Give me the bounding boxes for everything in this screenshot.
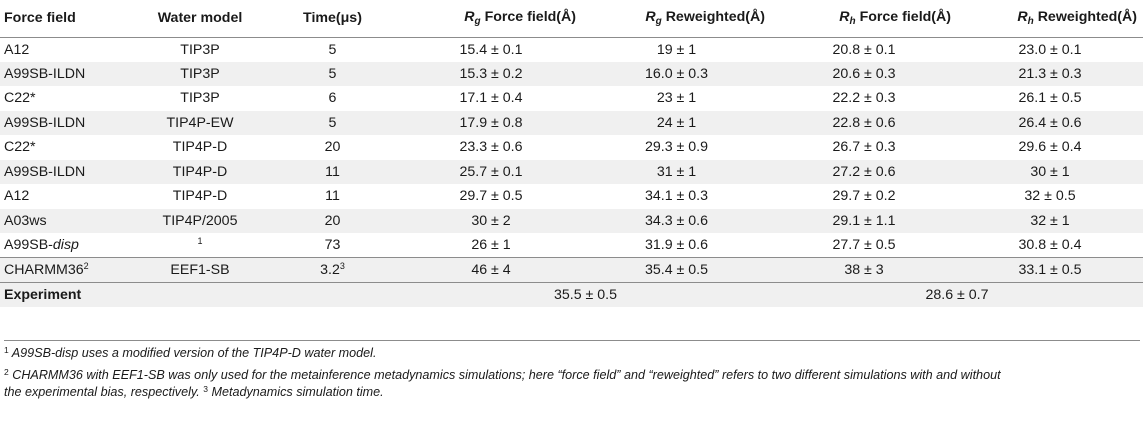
cell-rh-reweighted: 30.8 ± 0.4: [1018, 237, 1082, 253]
footnote-2-text-cont: the experimental bias, respectively.: [4, 385, 200, 399]
cell-rg-force-field: 23.3 ± 0.6: [459, 139, 523, 156]
time-value: 20: [324, 212, 341, 229]
cell-time: [265, 62, 400, 87]
time-footnote-mark: 3: [339, 260, 345, 271]
cell-time: [265, 160, 400, 185]
cell-rh-force-field: 29.7 ± 0.2: [832, 188, 896, 205]
cell-rh-reweighted: 26.4 ± 0.6: [1018, 114, 1082, 131]
force-field-name: A99SB-ILDN: [4, 114, 86, 131]
footnotes: [4, 340, 1140, 403]
force-field-name: A99SB-ILDN: [4, 163, 86, 180]
rg-ff-label: Force field(Å): [484, 9, 576, 26]
water-model-name: TIP3P: [180, 90, 220, 107]
cell-water-model: [135, 111, 265, 136]
rg-symbol: R: [645, 9, 656, 26]
cell-rg-reweighted: 29.3 ± 0.9: [644, 139, 708, 156]
rg-rw-label: Reweighted(Å): [665, 9, 765, 26]
cell-force-field: [0, 86, 135, 111]
cell-rh-force-field: 20.8 ± 0.1: [832, 41, 896, 58]
cell-force-field: [0, 233, 135, 258]
table-row: [0, 62, 1143, 87]
water-model-name: TIP4P-D: [172, 163, 228, 180]
rg-subscript: g: [655, 16, 662, 28]
cell-force-field: [0, 111, 135, 136]
cell-force-field: [0, 135, 135, 160]
table-row: [0, 86, 1143, 111]
cell-time: [265, 209, 400, 234]
footnote-2-text: CHARMM36 with EEF1-SB was only used for the metainference metadynamics simulations; here “force field” and “reweighted” refers to two different simulations with and without: [12, 367, 1001, 382]
cell-water-model: [135, 86, 265, 111]
cell-rh-force-field: 27.7 ± 0.5: [832, 237, 896, 253]
water-model-name: TIP4P-EW: [166, 114, 234, 131]
table-row: [0, 258, 1143, 283]
footnote-3-mark: 3: [203, 384, 208, 394]
table-row: [0, 160, 1143, 185]
cell-rg-force-field: 17.9 ± 0.8: [459, 114, 523, 131]
cell-rg-reweighted: 34.1 ± 0.3: [644, 188, 708, 205]
cell-rh-force-field: 22.8 ± 0.6: [832, 114, 896, 131]
force-field-italic: disp: [52, 237, 79, 253]
cell-rg-force-field: 30 ± 2: [471, 212, 511, 229]
table-row: [0, 209, 1143, 234]
rg-subscript: g: [474, 16, 481, 28]
header-rg-reweighted: [582, 0, 771, 37]
cell-force-field: [0, 37, 135, 62]
cell-rh-force-field: 26.7 ± 0.3: [832, 139, 896, 156]
cell-rg-reweighted: 31.9 ± 0.6: [644, 237, 708, 253]
force-field-name: A12: [4, 188, 30, 205]
cell-force-field: [0, 62, 135, 87]
experiment-row: [0, 282, 1143, 307]
cell-rg-force-field: 25.7 ± 0.1: [459, 163, 523, 180]
table-row: [0, 135, 1143, 160]
cell-rh-reweighted: 33.1 ± 0.5: [957, 258, 1143, 283]
header-rg-force-field: [400, 0, 582, 37]
cell-rg-reweighted: 24 ± 1: [656, 114, 697, 131]
experiment-rg-value: 35.5 ± 0.5: [400, 282, 771, 307]
footnote-1-mark: 1: [4, 345, 9, 355]
cell-force-field: [0, 184, 135, 209]
cell-water-model: [135, 233, 265, 258]
cell-water-model: [135, 258, 265, 283]
force-field-name: CHARMM36: [4, 261, 84, 278]
force-field-name: A12: [4, 41, 30, 58]
force-field-name: A99SB-: [4, 237, 53, 253]
cell-rh-reweighted: 29.6 ± 0.4: [1018, 139, 1082, 156]
rh-subscript: h: [849, 16, 856, 28]
time-value: 5: [328, 65, 337, 82]
time-value: 11: [325, 188, 340, 205]
table-body: [0, 37, 1143, 307]
rg-symbol: R: [464, 9, 475, 26]
footnote-3-text: Metadynamics simulation time.: [211, 385, 384, 399]
cell-rh-reweighted: 32 ± 1: [1030, 212, 1070, 229]
header-force-field: Force field: [0, 0, 135, 37]
cell-rh-force-field: 20.6 ± 0.3: [832, 65, 896, 82]
cell-rh-force-field: 22.2 ± 0.3: [832, 90, 896, 107]
cell-time: [265, 37, 400, 62]
cell-water-model: [135, 135, 265, 160]
water-model-footnote-mark: 1: [197, 236, 203, 246]
table-row: [0, 37, 1143, 62]
experiment-rh-value: 28.6 ± 0.7: [771, 282, 1143, 307]
cell-time: [265, 135, 400, 160]
rh-symbol: R: [839, 9, 850, 26]
cell-rh-force-field: 29.1 ± 1.1: [832, 212, 896, 229]
time-value: 5: [328, 114, 337, 131]
time-value: 20: [324, 139, 341, 156]
header-rh-force-field: [771, 0, 957, 37]
table-row: [0, 233, 1143, 258]
footnote-2-mark: 2: [4, 366, 9, 377]
time-value: 11: [325, 163, 340, 180]
cell-force-field: [0, 209, 135, 234]
cell-water-model: [135, 62, 265, 87]
cell-rh-reweighted: 32 ± 0.5: [1024, 188, 1076, 205]
experiment-label: Experiment: [0, 282, 400, 307]
time-value: 3.2: [320, 261, 340, 278]
footnote-2: [4, 367, 1140, 402]
cell-water-model: [135, 160, 265, 185]
force-field-name: C22*: [4, 139, 36, 156]
force-field-name: A03ws: [4, 212, 47, 229]
cell-time: [265, 86, 400, 111]
force-field-name: C22*: [4, 90, 36, 107]
header-row: [0, 0, 1143, 37]
cell-rh-reweighted: 23.0 ± 0.1: [1018, 41, 1082, 58]
rh-symbol: R: [1017, 9, 1028, 26]
footnote-1-text: A99SB-disp uses a modified version of the TIP4P-D water model.: [11, 346, 377, 360]
water-model-name: TIP4P-D: [172, 139, 228, 156]
cell-rg-force-field: 29.7 ± 0.5: [459, 188, 523, 205]
table-row: [0, 111, 1143, 136]
cell-rg-force-field: 26 ± 1: [471, 237, 511, 253]
cell-rg-reweighted: 34.3 ± 0.6: [644, 212, 708, 229]
cell-rg-force-field: 15.3 ± 0.2: [459, 65, 523, 82]
time-value: 5: [328, 41, 337, 58]
cell-rg-reweighted: 19 ± 1: [656, 41, 697, 58]
cell-rh-reweighted: 26.1 ± 0.5: [1018, 90, 1082, 107]
water-model-name: EEF1-SB: [170, 261, 230, 278]
header-rh-reweighted: [957, 0, 1143, 37]
cell-time: [265, 258, 400, 283]
water-model-name: TIP3P: [180, 65, 220, 82]
cell-force-field: [0, 258, 135, 283]
time-value: 73: [324, 237, 341, 253]
rh-rw-label: Reweighted(Å): [1037, 9, 1137, 26]
cell-water-model: [135, 37, 265, 62]
force-field-footnote-mark: 2: [83, 260, 89, 271]
water-model-name: TIP3P: [180, 41, 220, 58]
cell-rh-reweighted: 21.3 ± 0.3: [1018, 65, 1082, 82]
header-water-model: Water model: [135, 0, 265, 37]
water-model-name: TIP4P/2005: [162, 212, 238, 229]
cell-rg-reweighted: 35.4 ± 0.5: [582, 258, 771, 283]
table-row: [0, 184, 1143, 209]
cell-rg-reweighted: 16.0 ± 0.3: [644, 65, 708, 82]
cell-rh-force-field: 38 ± 3: [771, 258, 957, 283]
cell-time: [265, 184, 400, 209]
water-model-name: TIP4P-D: [172, 188, 228, 205]
rh-subscript: h: [1027, 16, 1034, 28]
cell-water-model: [135, 209, 265, 234]
rh-ff-label: Force field(Å): [859, 9, 951, 26]
cell-rg-force-field: 46 ± 4: [400, 258, 582, 283]
cell-rh-force-field: 27.2 ± 0.6: [832, 163, 896, 180]
header-time: Time(μs): [265, 0, 400, 37]
cell-rg-reweighted: 31 ± 1: [656, 163, 697, 180]
cell-rg-force-field: 17.1 ± 0.4: [459, 90, 523, 107]
cell-rg-reweighted: 23 ± 1: [656, 90, 697, 107]
time-value: 6: [328, 90, 337, 107]
cell-rh-reweighted: 30 ± 1: [1030, 163, 1070, 180]
force-field-name: A99SB-ILDN: [4, 65, 86, 82]
cell-time: [265, 233, 400, 258]
footnote-1: [4, 345, 1140, 363]
cell-time: [265, 111, 400, 136]
cell-rg-force-field: 15.4 ± 0.1: [459, 41, 523, 58]
cell-force-field: [0, 160, 135, 185]
cell-water-model: [135, 184, 265, 209]
